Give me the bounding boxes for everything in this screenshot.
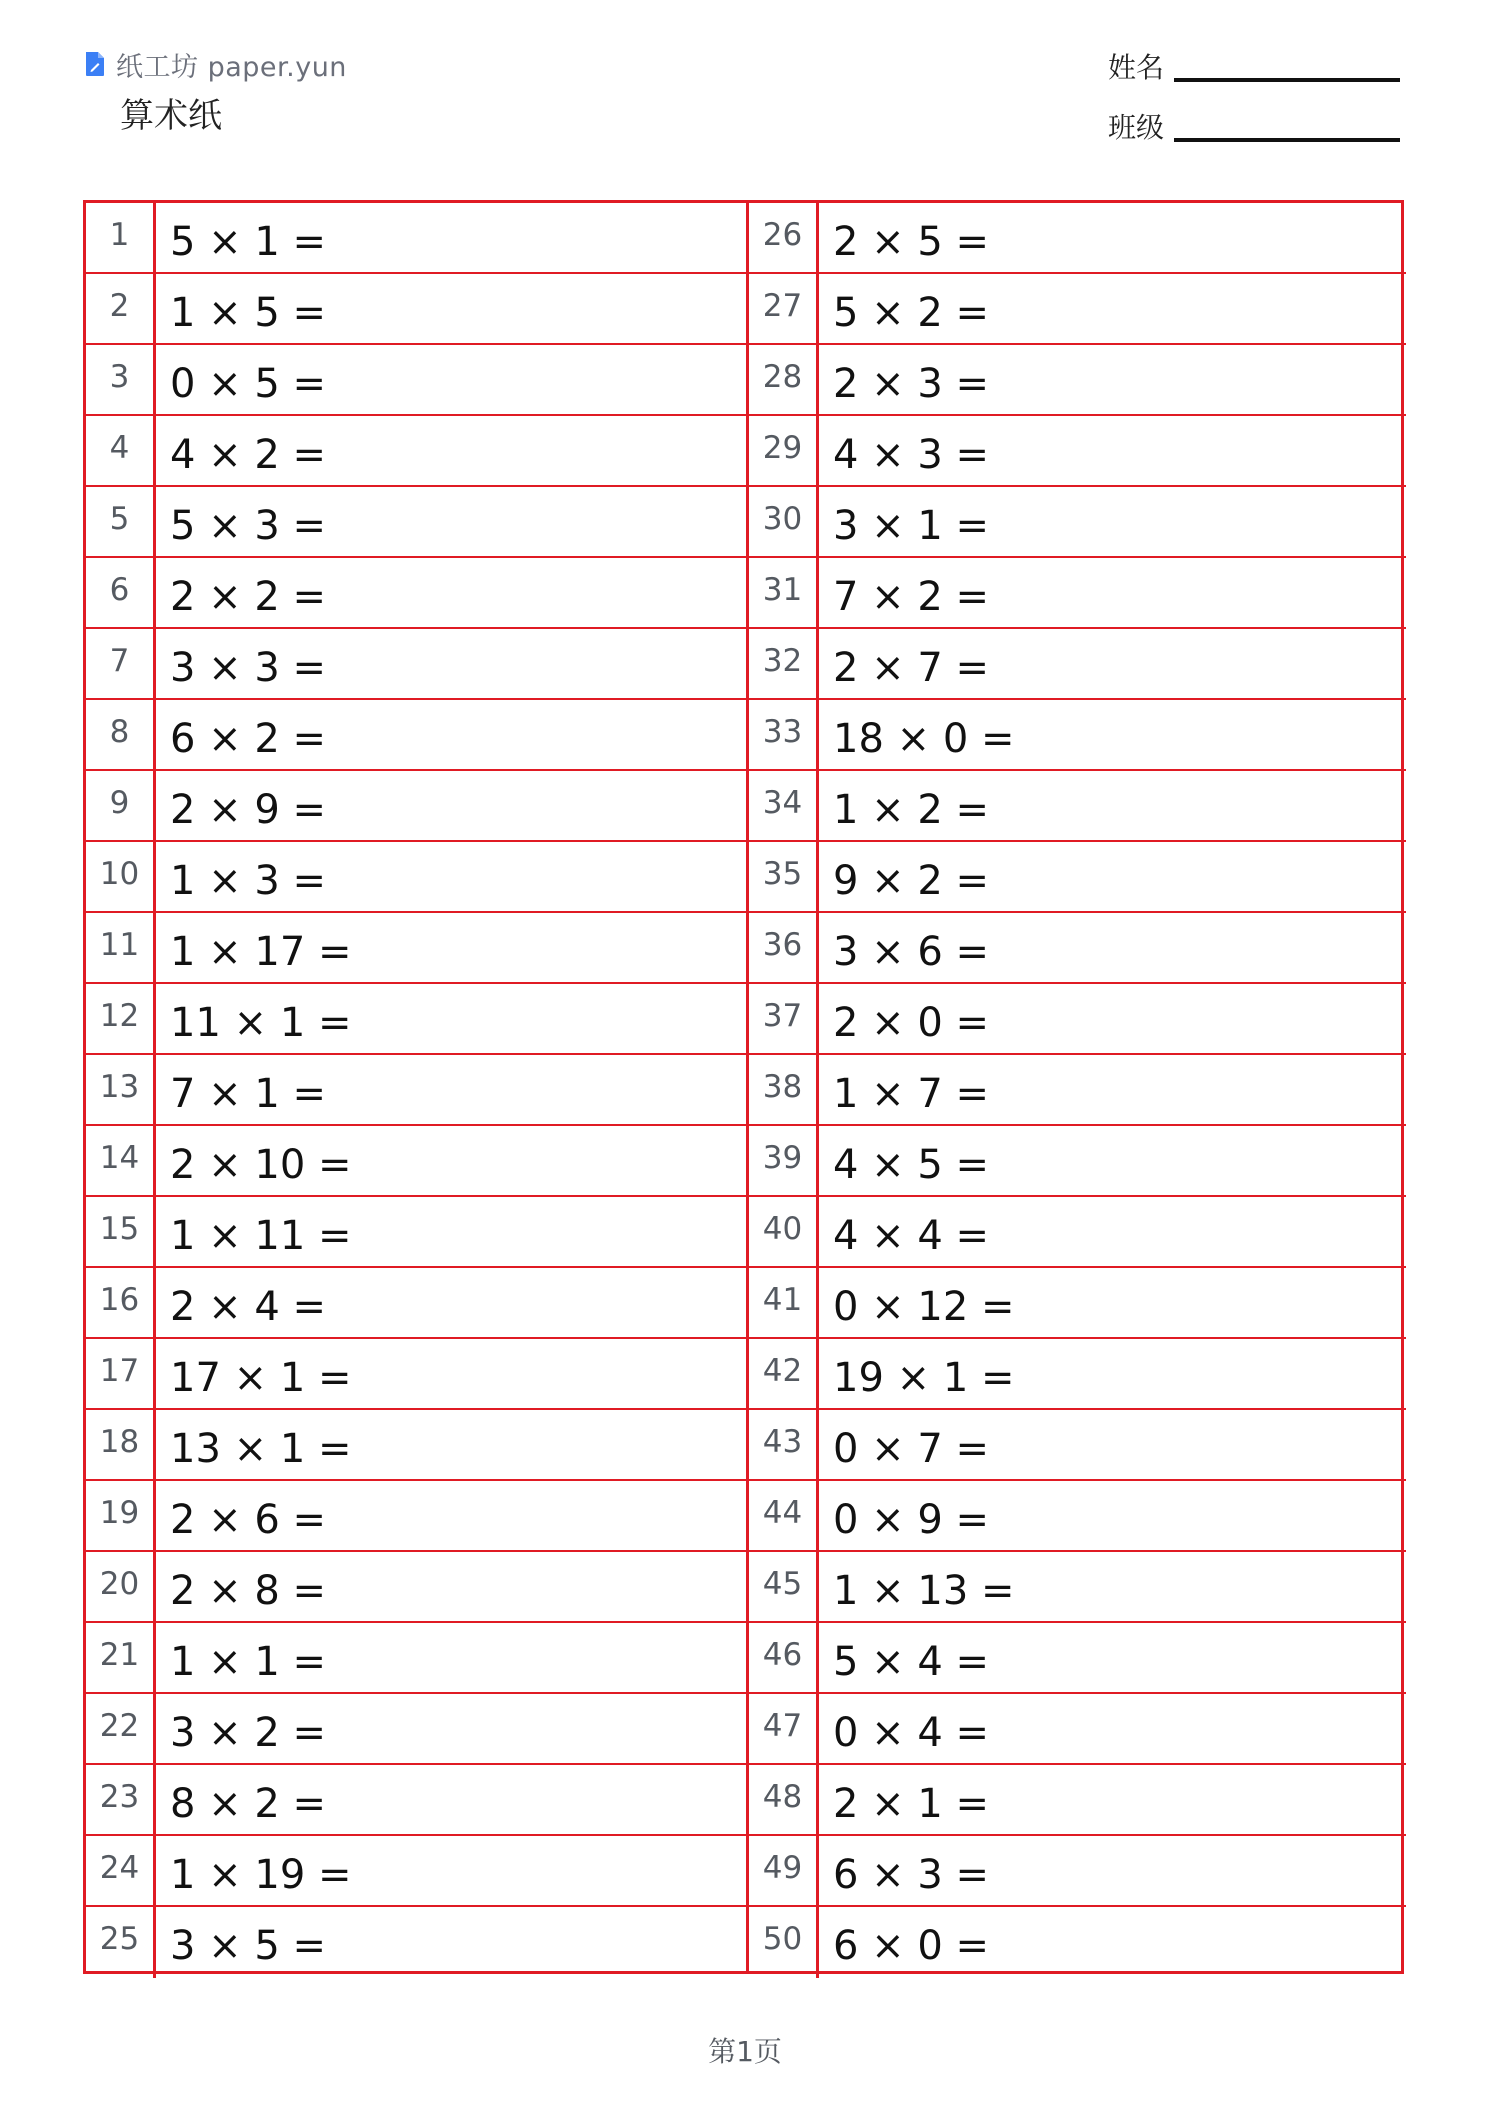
problem-expression[interactable]: 5 × 2 = xyxy=(833,290,990,336)
problem-row xyxy=(749,558,1406,629)
brand xyxy=(84,46,347,82)
problem-row xyxy=(749,1552,1406,1623)
problem-number: 27 xyxy=(749,274,819,343)
problem-row xyxy=(749,1765,1406,1836)
problem-expression[interactable]: 0 × 12 = xyxy=(833,1284,1015,1330)
problem-row xyxy=(86,1694,746,1765)
problem-row xyxy=(749,1126,1406,1197)
problem-row xyxy=(86,1623,746,1694)
problem-row xyxy=(749,1410,1406,1481)
problem-row xyxy=(86,203,746,274)
class-field xyxy=(1108,106,1400,146)
problem-expression[interactable]: 11 × 1 = xyxy=(170,1000,352,1046)
problem-expression[interactable]: 1 × 1 = xyxy=(170,1639,327,1685)
problem-expression[interactable]: 1 × 17 = xyxy=(170,929,352,975)
name-blank-line xyxy=(1174,78,1400,82)
problem-number: 7 xyxy=(86,629,156,698)
problem-expression[interactable]: 4 × 4 = xyxy=(833,1213,990,1259)
name-field xyxy=(1108,46,1400,86)
problem-row xyxy=(749,416,1406,487)
problem-expression[interactable]: 1 × 2 = xyxy=(833,787,990,833)
problem-number: 46 xyxy=(749,1623,819,1692)
problem-row xyxy=(86,1481,746,1552)
problem-number: 10 xyxy=(86,842,156,911)
problem-number: 36 xyxy=(749,913,819,982)
problem-expression[interactable]: 5 × 3 = xyxy=(170,503,327,549)
problem-expression[interactable]: 0 × 7 = xyxy=(833,1426,990,1472)
problem-expression[interactable]: 13 × 1 = xyxy=(170,1426,352,1472)
problem-row xyxy=(86,345,746,416)
class-label: 班级 xyxy=(1108,111,1165,144)
problem-expression[interactable]: 8 × 2 = xyxy=(170,1781,327,1827)
problem-number: 2 xyxy=(86,274,156,343)
problem-expression[interactable]: 4 × 5 = xyxy=(833,1142,990,1188)
problem-row xyxy=(86,771,746,842)
document-edit-icon xyxy=(84,51,106,77)
problem-number: 28 xyxy=(749,345,819,414)
problem-row xyxy=(86,984,746,1055)
problem-expression[interactable]: 2 × 10 = xyxy=(170,1142,352,1188)
problem-number: 9 xyxy=(86,771,156,840)
problem-expression[interactable]: 2 × 5 = xyxy=(833,219,990,265)
problem-row xyxy=(86,1836,746,1907)
problem-expression[interactable]: 7 × 2 = xyxy=(833,574,990,620)
problem-row xyxy=(86,1765,746,1836)
problem-number: 22 xyxy=(86,1694,156,1763)
problem-number: 17 xyxy=(86,1339,156,1408)
problem-number: 16 xyxy=(86,1268,156,1337)
problem-row xyxy=(749,771,1406,842)
problem-expression[interactable]: 0 × 5 = xyxy=(170,361,327,407)
problem-expression[interactable]: 19 × 1 = xyxy=(833,1355,1015,1401)
problem-expression[interactable]: 2 × 0 = xyxy=(833,1000,990,1046)
problem-expression[interactable]: 3 × 1 = xyxy=(833,503,990,549)
problem-row xyxy=(749,629,1406,700)
problem-row xyxy=(749,274,1406,345)
problem-number: 11 xyxy=(86,913,156,982)
problem-row xyxy=(749,1268,1406,1339)
problem-number: 50 xyxy=(749,1907,819,1978)
problem-number: 37 xyxy=(749,984,819,1053)
page-number: 第1页 xyxy=(708,2035,782,2068)
problem-expression[interactable]: 2 × 7 = xyxy=(833,645,990,691)
problem-row xyxy=(749,1836,1406,1907)
problem-expression[interactable]: 1 × 19 = xyxy=(170,1852,352,1898)
problem-row xyxy=(749,913,1406,984)
problem-expression[interactable]: 1 × 7 = xyxy=(833,1071,990,1117)
problem-expression[interactable]: 3 × 2 = xyxy=(170,1710,327,1756)
problem-number: 30 xyxy=(749,487,819,556)
problem-row xyxy=(86,913,746,984)
problem-row xyxy=(86,1197,746,1268)
problem-column-left xyxy=(86,203,746,1971)
problem-number: 43 xyxy=(749,1410,819,1479)
problem-row xyxy=(86,1552,746,1623)
problem-number: 31 xyxy=(749,558,819,627)
problem-row xyxy=(749,700,1406,771)
problem-number: 21 xyxy=(86,1623,156,1692)
problem-number: 40 xyxy=(749,1197,819,1266)
problem-row xyxy=(86,1410,746,1481)
problem-number: 20 xyxy=(86,1552,156,1621)
problem-expression[interactable]: 6 × 0 = xyxy=(833,1923,990,1969)
problem-row xyxy=(749,842,1406,913)
problem-number: 3 xyxy=(86,345,156,414)
problem-row xyxy=(86,1339,746,1410)
problem-expression[interactable]: 4 × 3 = xyxy=(833,432,990,478)
problem-expression[interactable]: 2 × 6 = xyxy=(170,1497,327,1543)
problem-number: 47 xyxy=(749,1694,819,1763)
problem-expression[interactable]: 3 × 3 = xyxy=(170,645,327,691)
problem-expression[interactable]: 2 × 9 = xyxy=(170,787,327,833)
problem-row xyxy=(749,1055,1406,1126)
problem-row xyxy=(86,842,746,913)
problem-number: 29 xyxy=(749,416,819,485)
problem-expression[interactable]: 9 × 2 = xyxy=(833,858,990,904)
problem-column-right xyxy=(746,203,1406,1971)
problem-number: 23 xyxy=(86,1765,156,1834)
problem-expression[interactable]: 2 × 1 = xyxy=(833,1781,990,1827)
problem-number: 38 xyxy=(749,1055,819,1124)
problem-number: 33 xyxy=(749,700,819,769)
problem-row xyxy=(749,1907,1406,1978)
problem-number: 35 xyxy=(749,842,819,911)
problem-expression[interactable]: 2 × 4 = xyxy=(170,1284,327,1330)
problem-expression[interactable]: 1 × 3 = xyxy=(170,858,327,904)
problem-row xyxy=(749,1481,1406,1552)
problem-number: 32 xyxy=(749,629,819,698)
problem-expression[interactable]: 0 × 4 = xyxy=(833,1710,990,1756)
problem-number: 6 xyxy=(86,558,156,627)
problem-number: 48 xyxy=(749,1765,819,1834)
problem-number: 13 xyxy=(86,1055,156,1124)
problem-number: 26 xyxy=(749,203,819,272)
problem-row xyxy=(86,700,746,771)
problem-number: 18 xyxy=(86,1410,156,1479)
problem-number: 49 xyxy=(749,1836,819,1905)
problem-row xyxy=(86,416,746,487)
problem-expression[interactable]: 1 × 11 = xyxy=(170,1213,352,1259)
problem-number: 42 xyxy=(749,1339,819,1408)
problem-number: 1 xyxy=(86,203,156,272)
problem-number: 44 xyxy=(749,1481,819,1550)
problem-number: 41 xyxy=(749,1268,819,1337)
problem-expression[interactable]: 5 × 1 = xyxy=(170,219,327,265)
problem-row xyxy=(749,1197,1406,1268)
problem-row xyxy=(749,1623,1406,1694)
problem-number: 15 xyxy=(86,1197,156,1266)
problem-row xyxy=(86,1907,746,1978)
problem-row xyxy=(86,274,746,345)
name-label: 姓名 xyxy=(1108,51,1165,84)
problem-expression[interactable]: 3 × 6 = xyxy=(833,929,990,975)
problem-number: 4 xyxy=(86,416,156,485)
page-title: 算术纸 xyxy=(120,96,222,136)
problem-expression[interactable]: 3 × 5 = xyxy=(170,1923,327,1969)
problem-expression[interactable]: 1 × 5 = xyxy=(170,290,327,336)
problem-expression[interactable]: 1 × 13 = xyxy=(833,1568,1015,1614)
problem-row xyxy=(86,1126,746,1197)
problem-row xyxy=(86,1268,746,1339)
problem-row xyxy=(86,1055,746,1126)
class-blank-line xyxy=(1174,138,1400,142)
problem-number: 24 xyxy=(86,1836,156,1905)
problem-row xyxy=(86,629,746,700)
problem-expression[interactable]: 4 × 2 = xyxy=(170,432,327,478)
problem-row xyxy=(749,984,1406,1055)
problem-number: 5 xyxy=(86,487,156,556)
problem-expression[interactable]: 7 × 1 = xyxy=(170,1071,327,1117)
problem-row xyxy=(749,1339,1406,1410)
problem-expression[interactable]: 17 × 1 = xyxy=(170,1355,352,1401)
problem-expression[interactable]: 5 × 4 = xyxy=(833,1639,990,1685)
problem-expression[interactable]: 2 × 8 = xyxy=(170,1568,327,1614)
problem-number: 12 xyxy=(86,984,156,1053)
problem-row xyxy=(749,203,1406,274)
problem-expression[interactable]: 2 × 2 = xyxy=(170,574,327,620)
problem-row xyxy=(749,487,1406,558)
problem-expression[interactable]: 2 × 3 = xyxy=(833,361,990,407)
problem-number: 39 xyxy=(749,1126,819,1195)
problem-number: 19 xyxy=(86,1481,156,1550)
problem-number: 25 xyxy=(86,1907,156,1978)
problem-row xyxy=(86,558,746,629)
problem-row xyxy=(749,1694,1406,1765)
problem-number: 14 xyxy=(86,1126,156,1195)
problem-expression[interactable]: 6 × 3 = xyxy=(833,1852,990,1898)
problem-row xyxy=(749,345,1406,416)
problem-number: 8 xyxy=(86,700,156,769)
problem-sheet xyxy=(83,200,1404,1974)
problem-row xyxy=(86,487,746,558)
problem-expression[interactable]: 18 × 0 = xyxy=(833,716,1015,762)
problem-expression[interactable]: 6 × 2 = xyxy=(170,716,327,762)
problem-expression[interactable]: 0 × 9 = xyxy=(833,1497,990,1543)
problem-number: 34 xyxy=(749,771,819,840)
brand-label: 纸工坊 paper.yun xyxy=(116,51,347,83)
problem-number: 45 xyxy=(749,1552,819,1621)
